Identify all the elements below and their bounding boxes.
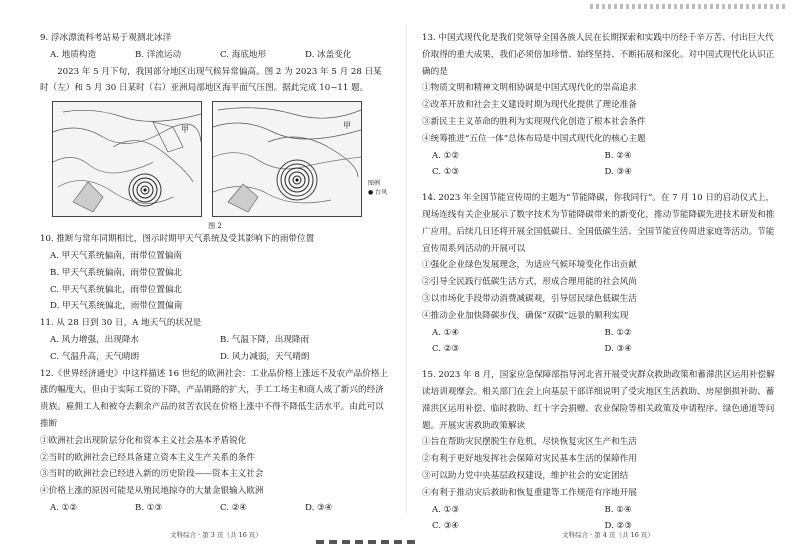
- options: [40, 500, 390, 517]
- statement-4: ④价格上涨的原因可能是从殖民地掠夺的大量金银输入欧洲: [40, 486, 264, 497]
- option-b: B. ①②: [604, 327, 632, 338]
- option-b: B. ②④: [604, 150, 632, 161]
- statement-1: ①物质文明和精神文明相协调是中国式现代化的崇高追求: [422, 83, 637, 94]
- statement-1: ①旨在帮助灾民摆脱生存危机，尽快恢复灾区生产和生活: [422, 437, 637, 448]
- map-legend: [368, 179, 387, 197]
- options: [422, 325, 777, 359]
- option-c: C. ②④: [220, 502, 248, 513]
- question-stem: 12.《世界经济通史》中这样描述 16 世纪的欧洲社会：工业品价格上涨远不及农产品价格上涨的幅度大，但由于实际工资的下降，产品销路的扩大，手工工场主和商人成了新兴的经济贵族。雇佣工人和被夺去剩余产品的贫苦农民在价格上涨中不得不降低生活水平。由此可以推断: [40, 368, 389, 429]
- question-10: [40, 231, 390, 315]
- question-13: [422, 30, 777, 181]
- question-stem: 13. 中国式现代化是我们党领导全国各族人民在长期探索和实践中历经千辛万苦、付出巨大代价取得的重大成果，我们必须倍加珍惜、始终坚持、不断拓展和深化。对中国式现代化认识正确的是: [422, 33, 775, 77]
- map-label-jia: 甲: [181, 125, 189, 135]
- map-left: [52, 101, 202, 217]
- isobar-map-left: [53, 102, 201, 216]
- options: [40, 248, 390, 315]
- option-a: A. 风力增强，出现降水: [50, 334, 140, 345]
- option-c: C. ③④: [432, 521, 460, 532]
- option-a: A. 甲天气系统偏南，雨带位置偏南: [50, 250, 182, 261]
- option-d: D. 冰盖变化: [305, 49, 352, 60]
- option-b: B. 气温下降，出现降雨: [220, 334, 310, 345]
- question-9: [40, 30, 390, 64]
- option-a: A. ①③: [432, 504, 460, 515]
- option-d: D. 甲天气系统偏北，雨带位置偏南: [50, 301, 183, 312]
- option-d: D. 风力减弱，天气晴朗: [220, 351, 310, 362]
- option-b: B. ①④: [604, 504, 632, 515]
- question-15: [422, 367, 777, 535]
- statement-1: ①强化企业绿色发展理念，为适应气候环境变化作出贡献: [422, 260, 637, 271]
- options: [422, 148, 777, 182]
- question-stem: 10. 推断与常年同期相比，图示时期甲天气系统及受其影响下的雨带位置: [40, 234, 315, 245]
- option-b: B. 洋流运动: [135, 49, 182, 60]
- option-d: D. ③④: [305, 502, 333, 513]
- left-page-footer: 文科综合 · 第 3 页（共 16 页）: [170, 531, 262, 539]
- map-label-jia: 甲: [343, 121, 351, 131]
- statement-2: ②当时的欧洲社会已经具备建立资本主义生产关系的条件: [40, 452, 255, 463]
- isobar-map-right: [213, 102, 361, 216]
- option-b: B. ①③: [135, 502, 163, 513]
- statement-4: ④统筹推进“五位一体”总体布局是中国式现代化的核心主题: [422, 133, 646, 144]
- question-14: [422, 190, 777, 358]
- question-stem: 15. 2023 年 8 月，国家应急保障部指导河北省开展受灾群众救助政策和蓄滞洪区运用补偿解读培训观摩会。相关部门在会上向基层干部详细说明了受灾地区生活救助、房屋倒损补助、蓄滞洪区运用补偿、临时救助、红十字会捐赠、农业保险等相关政策及申请程序、绿色通道等问题。开展灾害救助政策解读: [422, 370, 775, 431]
- statement-2: ②改革开放和社会主义建设时期为现代化提供了理论准备: [422, 100, 637, 111]
- option-a: A. ①②: [50, 502, 78, 513]
- options: [40, 332, 390, 366]
- option-c: C. ②③: [432, 344, 460, 355]
- options: [40, 47, 390, 64]
- option-a: A. 地质构造: [50, 49, 97, 60]
- statement-3: ③以市场化手段带动消费减碳观，引导居民绿色低碳生活: [422, 293, 637, 304]
- statement-1: ①欧洲社会出现阶层分化和资本主义社会基本矛盾锐化: [40, 435, 247, 446]
- right-page: [422, 30, 777, 535]
- statements: [422, 257, 777, 324]
- option-c: C. 气温升高，天气晴朗: [50, 351, 140, 362]
- question-12: [40, 366, 390, 517]
- statement-4: ④有利于推动灾后救助和恢复重建等工作规范有序地开展: [422, 487, 637, 498]
- binding-marks: [316, 529, 420, 548]
- legend-typhoon: ● 台风: [368, 189, 388, 197]
- legend-title: 图例: [368, 180, 381, 188]
- statements: [40, 433, 390, 500]
- option-a: A. ①②: [432, 150, 460, 161]
- left-page: [40, 30, 390, 517]
- statement-3: ③新民主主义革命的胜利为实现现代化创造了根本社会条件: [422, 116, 646, 127]
- option-d: D. ③④: [604, 344, 632, 355]
- statements: [422, 434, 777, 501]
- question-stem: 9. 浮冰漂流科考站易于观测北冰洋: [40, 33, 172, 43]
- statement-4: ④推动企业加快降碳步伐，确保“双碳”远景的顺利实现: [422, 310, 629, 321]
- statement-2: ②引导全民践行低碳生活方式，形成合理用能的社会风尚: [422, 277, 637, 288]
- pressure-maps: [40, 101, 390, 219]
- right-page-footer: 文科综合 · 第 4 页（共 16 页）: [562, 531, 654, 539]
- scan-edge-marks: [590, 4, 785, 9]
- statement-2: ②有利于更好地发挥社会保障对灾民基本生活的保障作用: [422, 454, 637, 465]
- page-gutter: [406, 24, 407, 514]
- option-d: D. ②③: [604, 521, 632, 532]
- question-stem: 11. 从 28 日到 30 日，A 地天气的状况是: [40, 318, 202, 329]
- option-d: D. ③④: [604, 167, 632, 178]
- figure-caption: 图 2: [208, 222, 222, 231]
- option-c: C. 海底地形: [220, 49, 267, 60]
- passage-intro: 2023 年 5 月下旬，我国部分地区出现气候异常偏高。图 2 为 2023 年 5 月 28 日某时（左）和 5 月 30 日某时（右）亚洲局部地区海平面气压图。据此完成 10~11 题。: [40, 66, 382, 94]
- option-c: C. 甲天气系统偏北，雨带位置偏北: [50, 284, 183, 295]
- question-11: [40, 315, 390, 365]
- statements: [422, 80, 777, 147]
- option-a: A. ①④: [432, 327, 460, 338]
- statement-3: ③可以助力党中央基层政权建设，维护社会的安定团结: [422, 470, 629, 481]
- option-c: C. ①③: [432, 167, 460, 178]
- map-right: [212, 101, 362, 217]
- statement-3: ③当时的欧洲社会已经进入新的历史阶段——资本主义社会: [40, 469, 264, 480]
- option-b: B. 甲天气系统偏南，雨带位置偏北: [50, 267, 183, 278]
- question-stem: 14. 2023 年全国节能宣传周的主题为“节能降碳，你我同行”。在 7 月 10 日的启动仪式上，现场连线有关企业展示了数字技术为节能降碳带来的新变化，推动节能降碳先进技术研发和推广应用。后续几日还将开展全国低碳日、全国低碳生活、全国节能宣传周进家庭等活动。节能宣传周系列活动的开展可以: [422, 193, 775, 254]
